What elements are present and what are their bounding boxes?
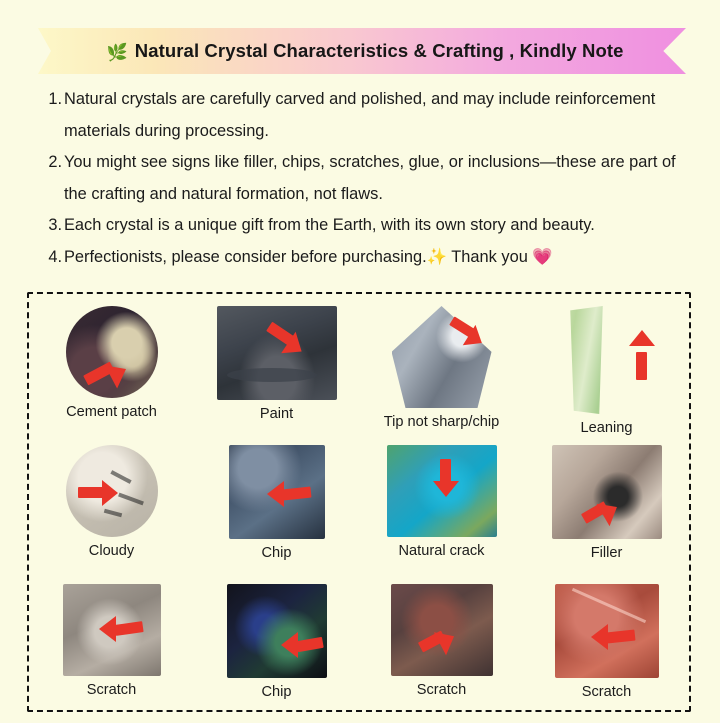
gallery-item (29, 445, 194, 584)
list-item (38, 242, 690, 274)
crystal-photo (392, 306, 492, 408)
gallery-item (359, 445, 524, 584)
list-item-text: Natural crystals are carefully carved and polished, and may include reinforcement materials during processing. (64, 90, 656, 140)
list-item-text: Each crystal is a unique gift from the Earth, with its own story and beauty. (64, 216, 595, 234)
list-item-number: 3. (48, 216, 62, 234)
crystal-photo (552, 306, 662, 414)
gallery-item-caption: Leaning (580, 420, 633, 436)
notes-list (38, 84, 690, 273)
gallery-item-caption: Natural crack (398, 543, 485, 559)
crystal-photo (63, 584, 161, 676)
list-item-text: You might see signs like filler, chips, scratches, glue, or inclusions—these are part of the crafting and natural formation, not flaws. (64, 153, 676, 203)
list-item-number: 1. (48, 90, 62, 108)
gallery-item (29, 306, 194, 445)
crystal-photo (555, 584, 659, 678)
gallery-item-caption: Cement patch (66, 404, 157, 420)
gallery-item-caption: Chip (261, 684, 292, 700)
banner-text (38, 28, 686, 74)
gallery-item (524, 584, 689, 723)
gallery-item-caption: Paint (259, 406, 294, 422)
gallery-item (524, 306, 689, 445)
gallery-item-caption: Filler (590, 545, 623, 561)
list-item (38, 147, 690, 210)
gallery-item-caption: Scratch (416, 682, 467, 698)
list-item-text: Perfectionists, please consider before purchasing.✨ Thank you 💗 (64, 247, 553, 266)
gallery-item-caption: Chip (261, 545, 292, 561)
gallery-item (29, 584, 194, 723)
crystal-photo (217, 306, 337, 400)
crystal-photo (552, 445, 662, 539)
list-item (38, 84, 690, 147)
gallery-item (524, 445, 689, 584)
banner-title: Natural Crystal Characteristics & Crafting , Kindly Note (134, 40, 624, 61)
gallery-item-caption: Tip not sharp/chip (383, 414, 500, 430)
leaf-icon: 🌿 (106, 42, 128, 62)
banner (38, 28, 686, 74)
list-item-number: 2. (48, 153, 62, 171)
crystal-photo (66, 445, 158, 537)
gallery-item-caption: Scratch (581, 684, 632, 700)
gallery-item (194, 306, 359, 445)
list-item-number: 4. (48, 247, 62, 266)
defect-grid (29, 306, 689, 723)
gallery-item-caption: Cloudy (88, 543, 135, 559)
gallery-item (359, 584, 524, 723)
crystal-photo (227, 584, 327, 678)
crystal-photo (391, 584, 493, 676)
crystal-photo (229, 445, 325, 539)
defect-gallery (27, 292, 691, 712)
gallery-item-caption: Scratch (86, 682, 137, 698)
gallery-item (194, 584, 359, 723)
gallery-item (194, 445, 359, 584)
gallery-item (359, 306, 524, 445)
crystal-photo (66, 306, 158, 398)
list-item (38, 210, 690, 242)
crystal-photo (387, 445, 497, 537)
